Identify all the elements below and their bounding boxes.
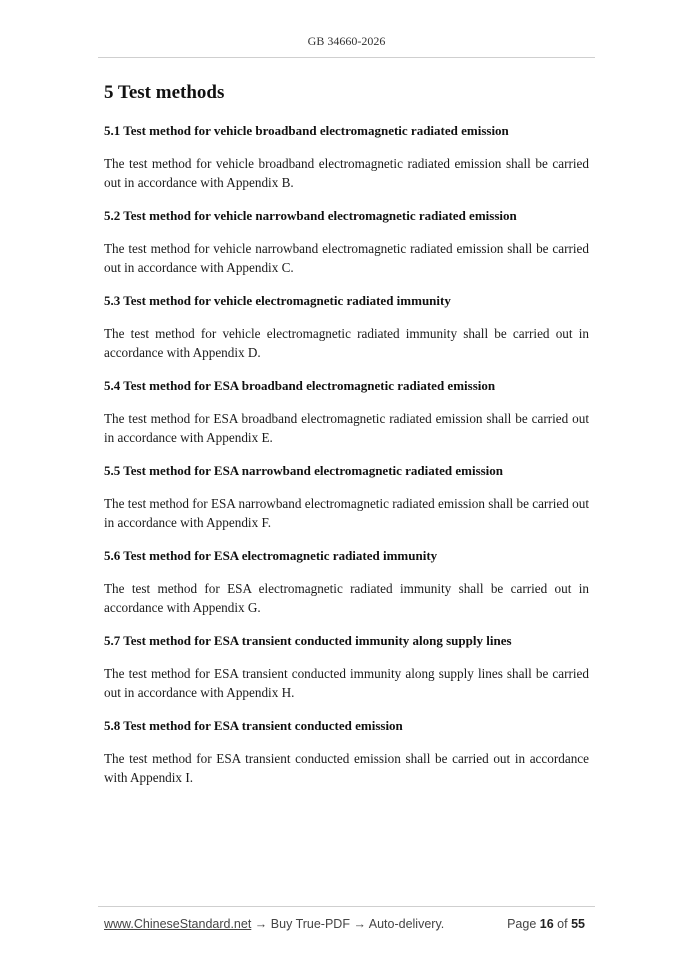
- page-number: [507, 917, 585, 931]
- section-body: The test method for ESA broadband electromagnetic radiated emission shall be carried out in accordance with Appendix E.: [104, 411, 589, 445]
- buy-pdf-text: Buy True-PDF: [270, 917, 350, 931]
- arrow-icon: →: [353, 917, 366, 931]
- chapter-title: 5 Test methods: [104, 82, 225, 103]
- section-heading: 5.7 Test method for ESA transient conducted immunity along supply lines: [104, 633, 512, 648]
- section-body: The test method for ESA transient conducted immunity along supply lines shall be carried out in accordance with Appendix H.: [104, 666, 589, 700]
- section-body: The test method for vehicle electromagnetic radiated immunity shall be carried out in accordance with Appendix D.: [104, 326, 589, 360]
- section-body: The test method for ESA transient conducted emission shall be carried out in accordance with Appendix I.: [104, 751, 589, 785]
- section-heading: 5.3 Test method for vehicle electromagnetic radiated immunity: [104, 293, 451, 308]
- page-label: Page: [507, 917, 537, 931]
- page-footer: [104, 917, 585, 931]
- header-divider: [98, 57, 595, 58]
- section-heading: 5.8 Test method for ESA transient conducted emission: [104, 718, 403, 733]
- page-total: 55: [571, 917, 585, 931]
- page-current: 16: [539, 917, 554, 931]
- page-of-label: of: [557, 917, 568, 931]
- section-heading: 5.2 Test method for vehicle narrowband electromagnetic radiated emission: [104, 208, 517, 223]
- section-heading: 5.5 Test method for ESA narrowband electromagnetic radiated emission: [104, 463, 504, 478]
- section-body: The test method for vehicle narrowband electromagnetic radiated emission shall be carried out in accordance with Appendix C.: [104, 241, 589, 275]
- arrow-icon: →: [254, 917, 268, 931]
- document-id-header: GB 34660-2026: [307, 34, 386, 48]
- footer-divider: [98, 906, 595, 907]
- section-heading: 5.6 Test method for ESA electromagnetic radiated immunity: [104, 548, 438, 563]
- website-link[interactable]: www.ChineseStandard.net: [104, 917, 252, 931]
- auto-delivery-text: Auto-delivery.: [368, 917, 445, 931]
- section-body: The test method for ESA narrowband electromagnetic radiated emission shall be carried out in accordance with Appendix F.: [104, 496, 589, 530]
- section-body: The test method for vehicle broadband electromagnetic radiated emission shall be carried out in accordance with Appendix B.: [104, 156, 589, 190]
- page-content: [104, 82, 589, 803]
- section-heading: 5.1 Test method for vehicle broadband electromagnetic radiated emission: [104, 123, 509, 138]
- section-heading: 5.4 Test method for ESA broadband electromagnetic radiated emission: [104, 378, 496, 393]
- footer-promo: [104, 917, 444, 931]
- section-body: The test method for ESA electromagnetic radiated immunity shall be carried out in accordance with Appendix G.: [104, 581, 589, 615]
